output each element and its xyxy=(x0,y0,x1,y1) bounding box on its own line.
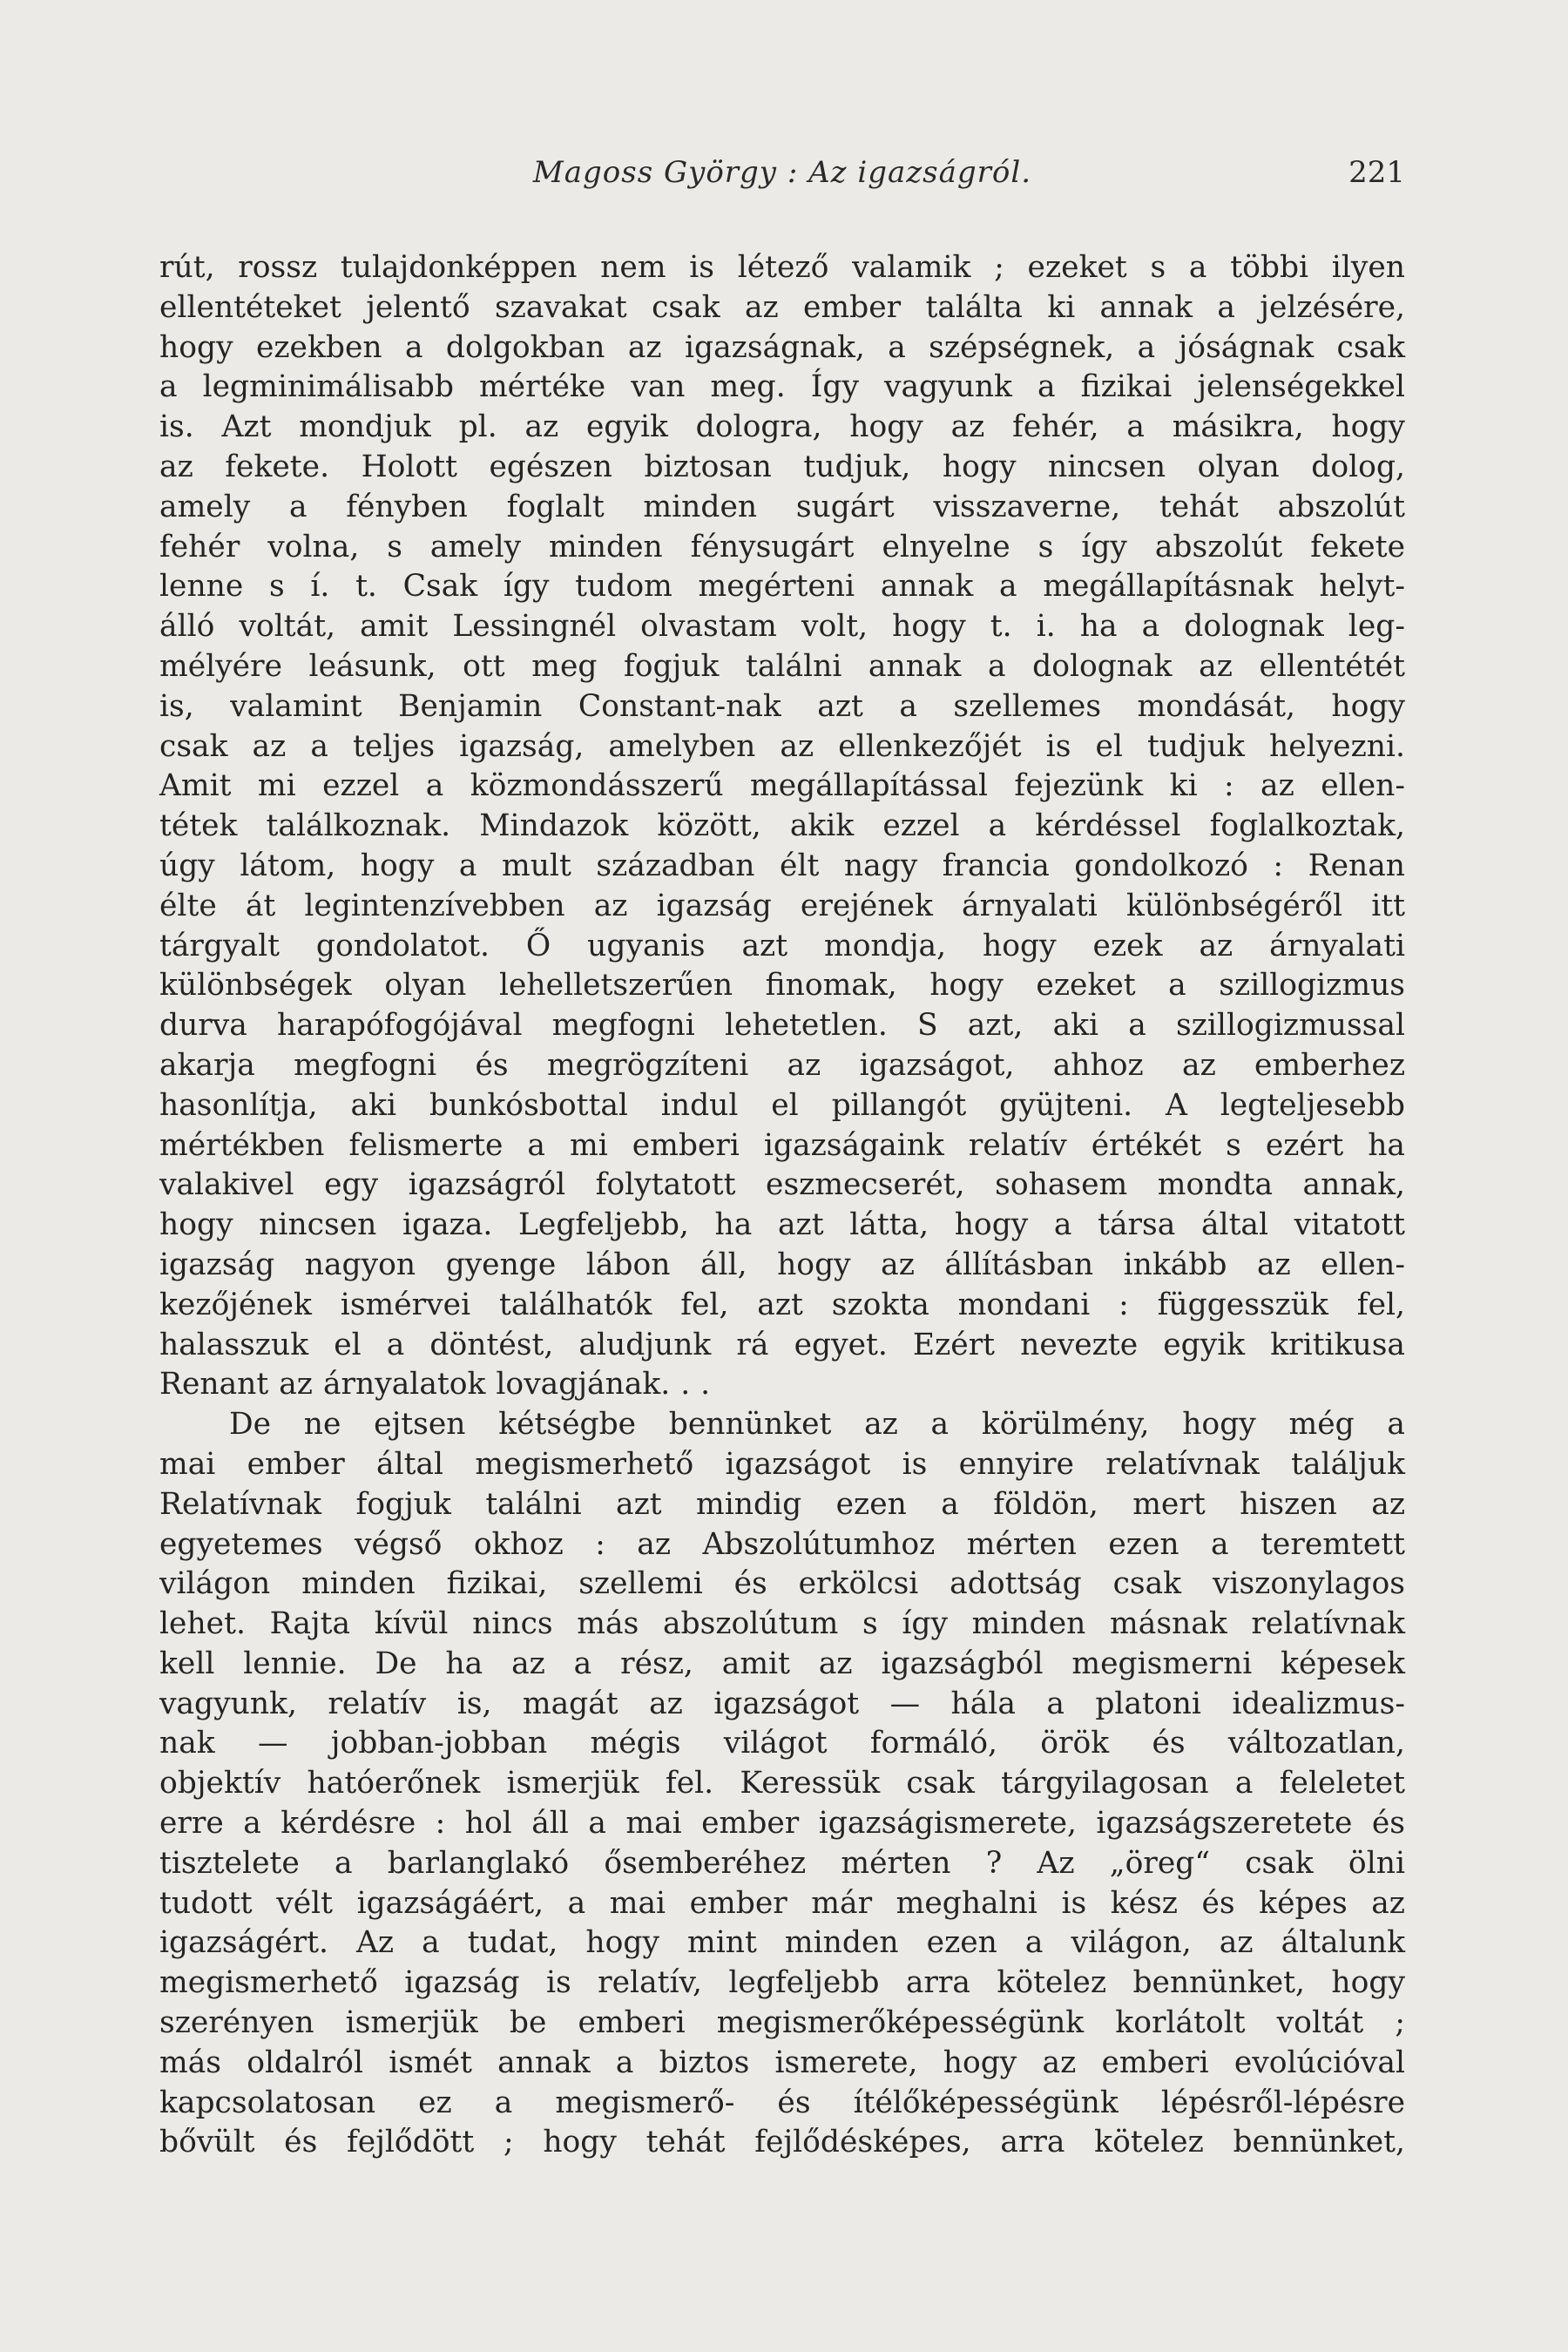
text-line: különbségek olyan lehelletszerűen finomak, hogy ezeket a szillogizmus xyxy=(159,968,1405,1004)
text-line: csak az a teljes igazság, amelyben az ellenkezőjét is el tudjuk helyezni. xyxy=(159,728,1405,764)
text-line: durva harapófogójával megfogni lehetetlen. S azt, aki a szillogizmussal xyxy=(159,1008,1405,1044)
text-line: is. Azt mondjuk pl. az egyik dologra, hogy az fehér, a másikra, hogy xyxy=(159,409,1405,445)
text-line: halasszuk el a döntést, aludjunk rá egyet. Ezért nevezte egyik kritikusa xyxy=(159,1327,1405,1362)
text-line: valakivel egy igazságról folytatott eszmecserét, sohasem mondta annak, xyxy=(159,1167,1405,1203)
text-line: kell lennie. De ha az a rész, amit az igazságból megismerni képesek xyxy=(159,1646,1405,1681)
text-line: a legminimálisabb mértéke van meg. Így vagyunk a fizikai jelenségekkel xyxy=(159,369,1405,405)
text-line: rút, rossz tulajdonképpen nem is létező valamik ; ezeket s a többi ilyen xyxy=(159,250,1405,285)
text-line: lenne s í. t. Csak így tudom megérteni annak a megállapításnak helyt- xyxy=(159,569,1405,605)
page-number: 221 xyxy=(1348,155,1405,190)
text-line: az fekete. Holott egészen biztosan tudjuk, hogy nincsen olyan dolog, xyxy=(159,449,1405,484)
text-line: egyetemes végső okhoz : az Abszolútumhoz mérten ezen a teremtett xyxy=(159,1526,1405,1562)
text-line: igazságért. Az a tudat, hogy mint minden ezen a világon, az általunk xyxy=(159,1925,1405,1961)
text-line: vagyunk, relatív is, magát az igazságot — hála a platoni idealizmus- xyxy=(159,1686,1405,1721)
text-line: bővült és fejlődött ; hogy tehát fejlődésképes, arra kötelez bennünket, xyxy=(159,2125,1405,2160)
text-line: lehet. Rajta kívül nincs más abszolútum s így minden másnak relatívnak xyxy=(159,1606,1405,1642)
text-line: mai ember által megismerhető igazságot is ennyire relatívnak találjuk xyxy=(159,1446,1405,1482)
text-line: hasonlítja, aki bunkósbottal indul el pillangót gyüjteni. A legteljesebb xyxy=(159,1087,1405,1123)
text-line: megismerhető igazság is relatív, legfeljebb arra kötelez bennünket, hogy xyxy=(159,1965,1405,2001)
text-line: is, valamint Benjamin Constant-nak azt a szellemes mondását, hogy xyxy=(159,688,1405,724)
text-line: nak — jobban-jobban mégis világot formáló, örök és változatlan, xyxy=(159,1726,1405,1761)
page-header xyxy=(159,155,1405,207)
text-line: álló voltát, amit Lessingnél olvastam volt, hogy t. i. ha a dolognak leg- xyxy=(159,609,1405,645)
text-line: Renant az árnyalatok lovagjának. . . xyxy=(159,1367,711,1402)
text-line: hogy ezekben a dolgokban az igazságnak, a szépségnek, a jóságnak csak xyxy=(159,329,1405,365)
text-line: világon minden fizikai, szellemi és erkölcsi adottság csak viszonylagos xyxy=(159,1566,1405,1602)
text-line: hogy nincsen igaza. Legfeljebb, ha azt látta, hogy a társa által vitatott xyxy=(159,1207,1405,1243)
text-line: úgy látom, hogy a mult században élt nagy francia gondolkozó : Renan xyxy=(159,848,1405,883)
text-line: erre a kérdésre : hol áll a mai ember igazságismerete, igazságszeretete és xyxy=(159,1806,1405,1842)
text-line: kezőjének ismérvei találhatók fel, azt szokta mondani : függesszük fel, xyxy=(159,1287,1405,1322)
text-line: tétek találkoznak. Mindazok között, akik ezzel a kérdéssel foglalkoztak, xyxy=(159,808,1405,844)
text-line: igazság nagyon gyenge lábon áll, hogy az állításban inkább az ellen- xyxy=(159,1247,1405,1282)
body-text xyxy=(159,248,1405,2163)
text-line: élte át legintenzívebben az igazság erejének árnyalati különbségéről itt xyxy=(159,888,1405,923)
text-line: szerényen ismerjük be emberi megismerőképességünk korlátolt voltát ; xyxy=(159,2005,1405,2041)
text-line: akarja megfogni és megrögzíteni az igazságot, ahhoz az emberhez xyxy=(159,1047,1405,1083)
text-line: Amit mi ezzel a közmondásszerű megállapítással fejezünk ki : az ellen- xyxy=(159,768,1405,804)
text-line: mélyére leásunk, ott meg fogjuk találni annak a dolognak az ellentétét xyxy=(159,648,1405,684)
text-line: tudott vélt igazságáért, a mai ember már meghalni is kész és képes az xyxy=(159,1885,1405,1921)
text-line: objektív hatóerőnek ismerjük fel. Keressük csak tárgyilagosan a feleletet xyxy=(159,1766,1405,1801)
text-line: amely a fényben foglalt minden sugárt visszaverne, tehát abszolút xyxy=(159,489,1405,524)
text-line: tárgyalt gondolatot. Ő ugyanis azt mondja, hogy ezek az árnyalati xyxy=(159,928,1405,963)
text-line: De ne ejtsen kétségbe bennünket az a körülmény, hogy még a xyxy=(229,1407,1405,1443)
text-line: Relatívnak fogjuk találni azt mindig ezen a földön, mert hiszen az xyxy=(159,1486,1405,1522)
text-line: mértékben felismerte a mi emberi igazságaink relatív értékét s ezért ha xyxy=(159,1127,1405,1163)
text-line: kapcsolatosan ez a megismerő- és ítélőképességünk lépésről-lépésre xyxy=(159,2085,1405,2120)
text-line: fehér volna, s amely minden fénysugárt elnyelne s így abszolút fekete xyxy=(159,529,1405,564)
running-head: Magoss György : Az igazságról. xyxy=(532,155,1032,190)
text-line: ellentéteket jelentő szavakat csak az ember találta ki annak a jelzésére, xyxy=(159,289,1405,325)
text-line: más oldalról ismét annak a biztos ismerete, hogy az emberi evolúcióval xyxy=(159,2044,1405,2080)
text-line: tisztelete a barlanglakó ősemberéhez mérten ? Az „öreg“ csak ölni xyxy=(159,1845,1405,1881)
